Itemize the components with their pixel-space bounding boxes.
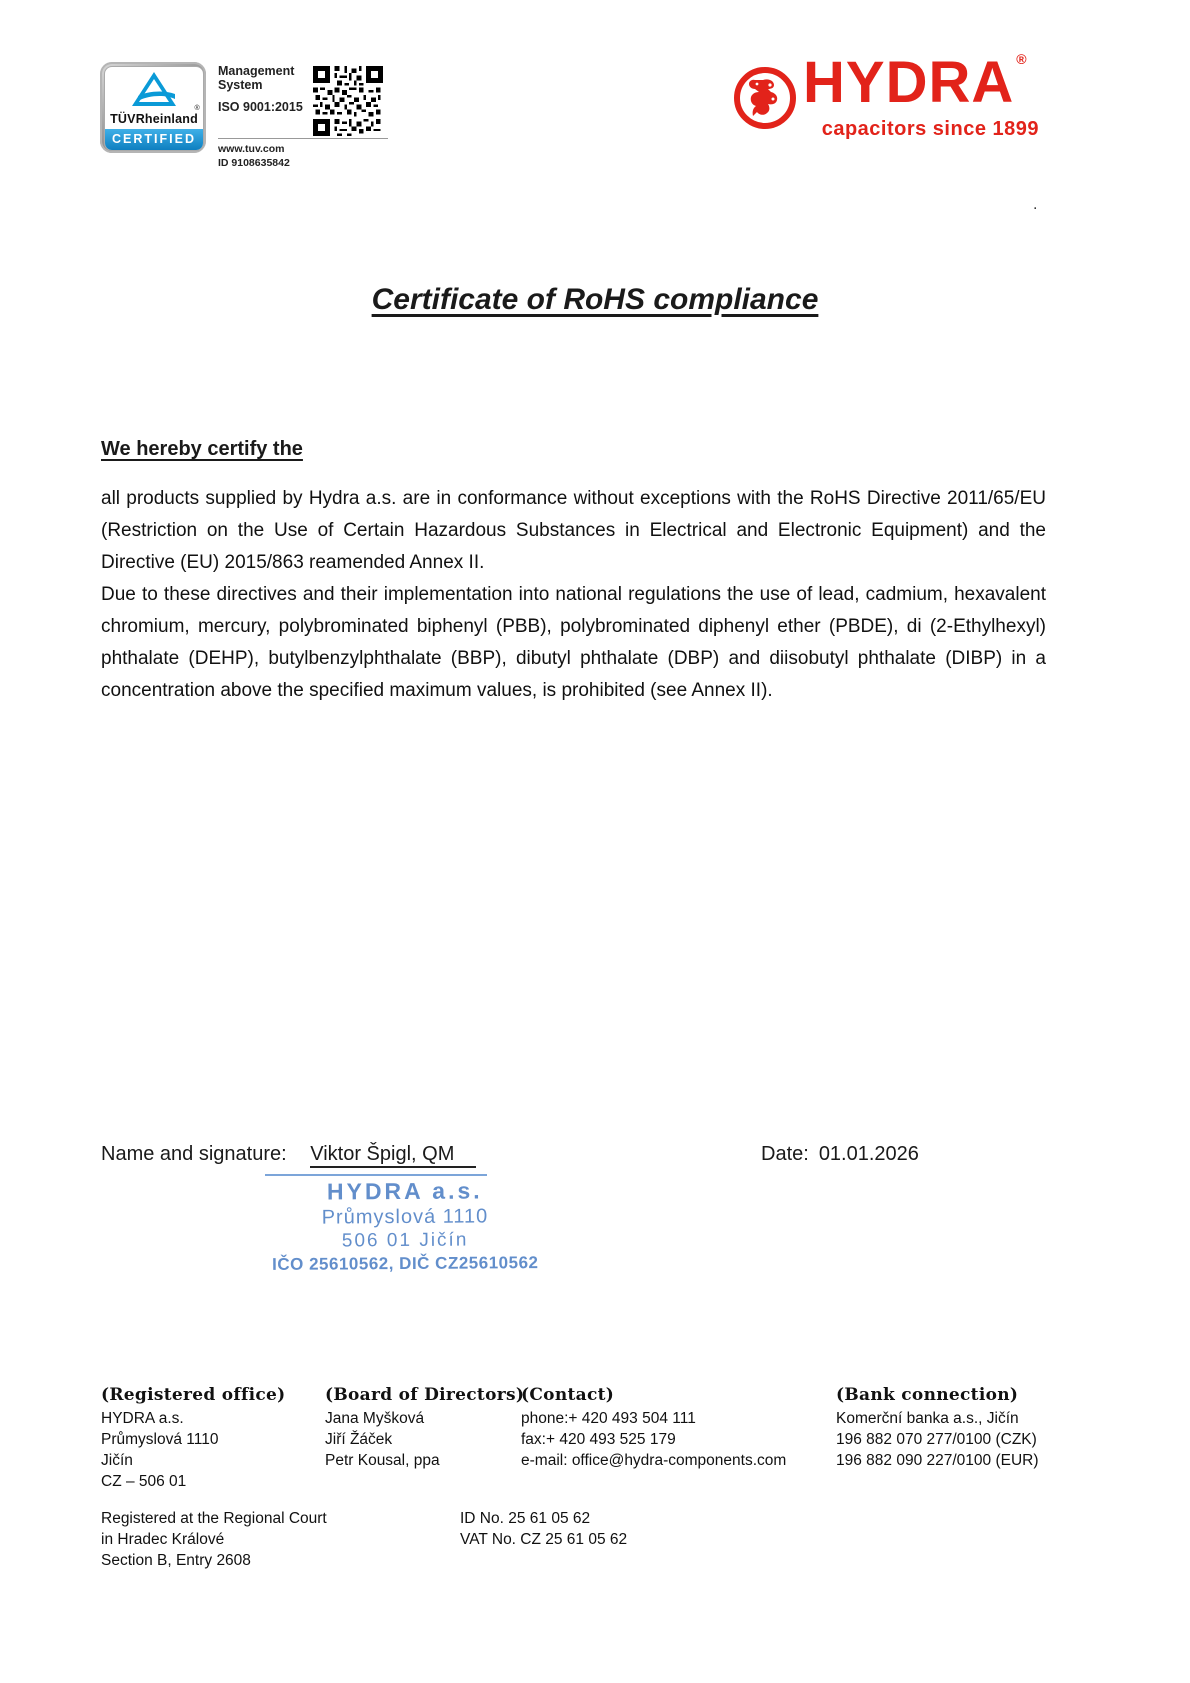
footer-contact <box>521 1385 786 1471</box>
legal-vat-no: VAT No. CZ 25 61 05 62 <box>460 1531 628 1548</box>
hydra-brand-text: HYDRA ® <box>803 50 1028 115</box>
paragraph-substances: Due to these directives and their implementation into national regulations the use of lead, cadmium, hexavalent chromium, mercury, polybrominated biphenyl (PBB), polybrominated diphenyl ether (PBDE), di (2-Ethylhexyl) phthalate (DEHP), butylbenzylphthalate (BBP), dibutyl phthalate (DBP) and diisobutyl phthalate (DIBP) in a concentration above the specified maximum values, is prohibited (see Annex II). <box>101 584 1046 701</box>
signature-label: Name and signature: <box>101 1143 287 1165</box>
tuv-brand-text: TÜVRheinland ® <box>110 105 200 126</box>
tuv-management-line1: Management <box>218 64 295 78</box>
footer-line: CZ – 506 01 <box>101 1473 187 1490</box>
date-label: Date: <box>761 1143 809 1165</box>
footer-heading-board: (Board of Directors) <box>325 1385 525 1405</box>
document-title: Certificate of RoHS compliance <box>371 283 819 316</box>
tuv-website: www.tuv.com <box>218 143 285 155</box>
tuv-certified-band: CERTIFIED <box>105 129 203 151</box>
legal-line: in Hradec Králové <box>101 1531 225 1548</box>
certificate-body-text <box>101 483 1046 707</box>
tuv-triangle-icon <box>128 70 180 113</box>
registered-mark: ® <box>1016 50 1028 67</box>
qr-code <box>313 66 383 136</box>
date-block <box>761 1143 919 1166</box>
tuv-certification-block <box>100 62 400 169</box>
stamp-street: Průmyslová 1110 <box>321 1205 489 1229</box>
footer-heading-contact: (Contact) <box>521 1385 615 1405</box>
stray-dot: . <box>1033 196 1038 213</box>
tuv-management-line2: System <box>218 78 263 93</box>
footer-phone: phone:+ 420 493 504 111 <box>521 1410 696 1427</box>
stamp-ico-dic: IČO 25610562, DIČ CZ25610562 <box>272 1253 539 1274</box>
footer-heading-bank: (Bank connection) <box>836 1385 1019 1405</box>
signatory-name: Viktor Špigl, QM <box>310 1143 476 1168</box>
company-stamp <box>240 1171 571 1275</box>
footer-line: Jiří Žáček <box>325 1431 393 1448</box>
footer-email: e-mail: office@hydra-components.com <box>521 1452 787 1469</box>
footer-line: Průmyslová 1110 <box>101 1431 219 1448</box>
legal-line: Registered at the Regional Court <box>101 1510 327 1527</box>
footer-line: Jana Myšková <box>325 1410 425 1427</box>
tuv-divider-line <box>218 138 388 139</box>
footer-heading-registered-office: (Registered office) <box>101 1385 286 1405</box>
tuv-badge <box>100 62 206 153</box>
signature-row <box>101 1143 1091 1168</box>
legal-id-numbers <box>460 1508 627 1550</box>
stamp-company: HYDRA a.s. <box>326 1177 483 1205</box>
paragraph-directive: all products supplied by Hydra a.s. are in conformance without exceptions with the RoHS Directive 2011/65/EU (Restriction on the Use of Certain Hazardous Substances in Electrical and Electronic Equipment) and the Directive (EU) 2015/863 reamended Annex II. <box>101 488 1046 573</box>
legal-court-registration <box>101 1508 327 1571</box>
footer-account-eur: 196 882 090 227/0100 (EUR) <box>836 1452 1039 1469</box>
footer-line: Petr Kousal, ppa <box>325 1452 440 1469</box>
footer-bank-name: Komerční banka a.s., Jičín <box>836 1410 1019 1427</box>
tuv-web-id <box>218 143 290 170</box>
footer-registered-office <box>101 1385 285 1492</box>
tuv-cert-id: ID 9108635842 <box>218 156 290 169</box>
legal-id-no: ID No. 25 61 05 62 <box>460 1510 591 1527</box>
tuv-scope-text <box>218 64 318 114</box>
footer-fax: fax:+ 420 493 525 179 <box>521 1431 676 1448</box>
legal-line: Section B, Entry 2608 <box>101 1552 251 1569</box>
hydra-logo <box>733 50 1043 156</box>
registered-mark: ® <box>194 105 200 112</box>
stamp-city: 506 01 Jičín <box>341 1229 469 1252</box>
footer-bank-connection <box>836 1385 1039 1471</box>
tuv-iso-standard: ISO 9001:2015 <box>218 99 303 114</box>
certify-heading: We hereby certify the <box>101 438 303 460</box>
footer-line: HYDRA a.s. <box>101 1410 184 1427</box>
hydra-horse-icon <box>733 66 797 130</box>
footer-account-czk: 196 882 070 277/0100 (CZK) <box>836 1431 1037 1448</box>
date-value: 01.01.2026 <box>818 1143 919 1165</box>
footer-line: Jičín <box>101 1452 133 1469</box>
footer-board-of-directors <box>325 1385 524 1471</box>
hydra-tagline: capacitors since 1899 <box>821 118 1039 140</box>
